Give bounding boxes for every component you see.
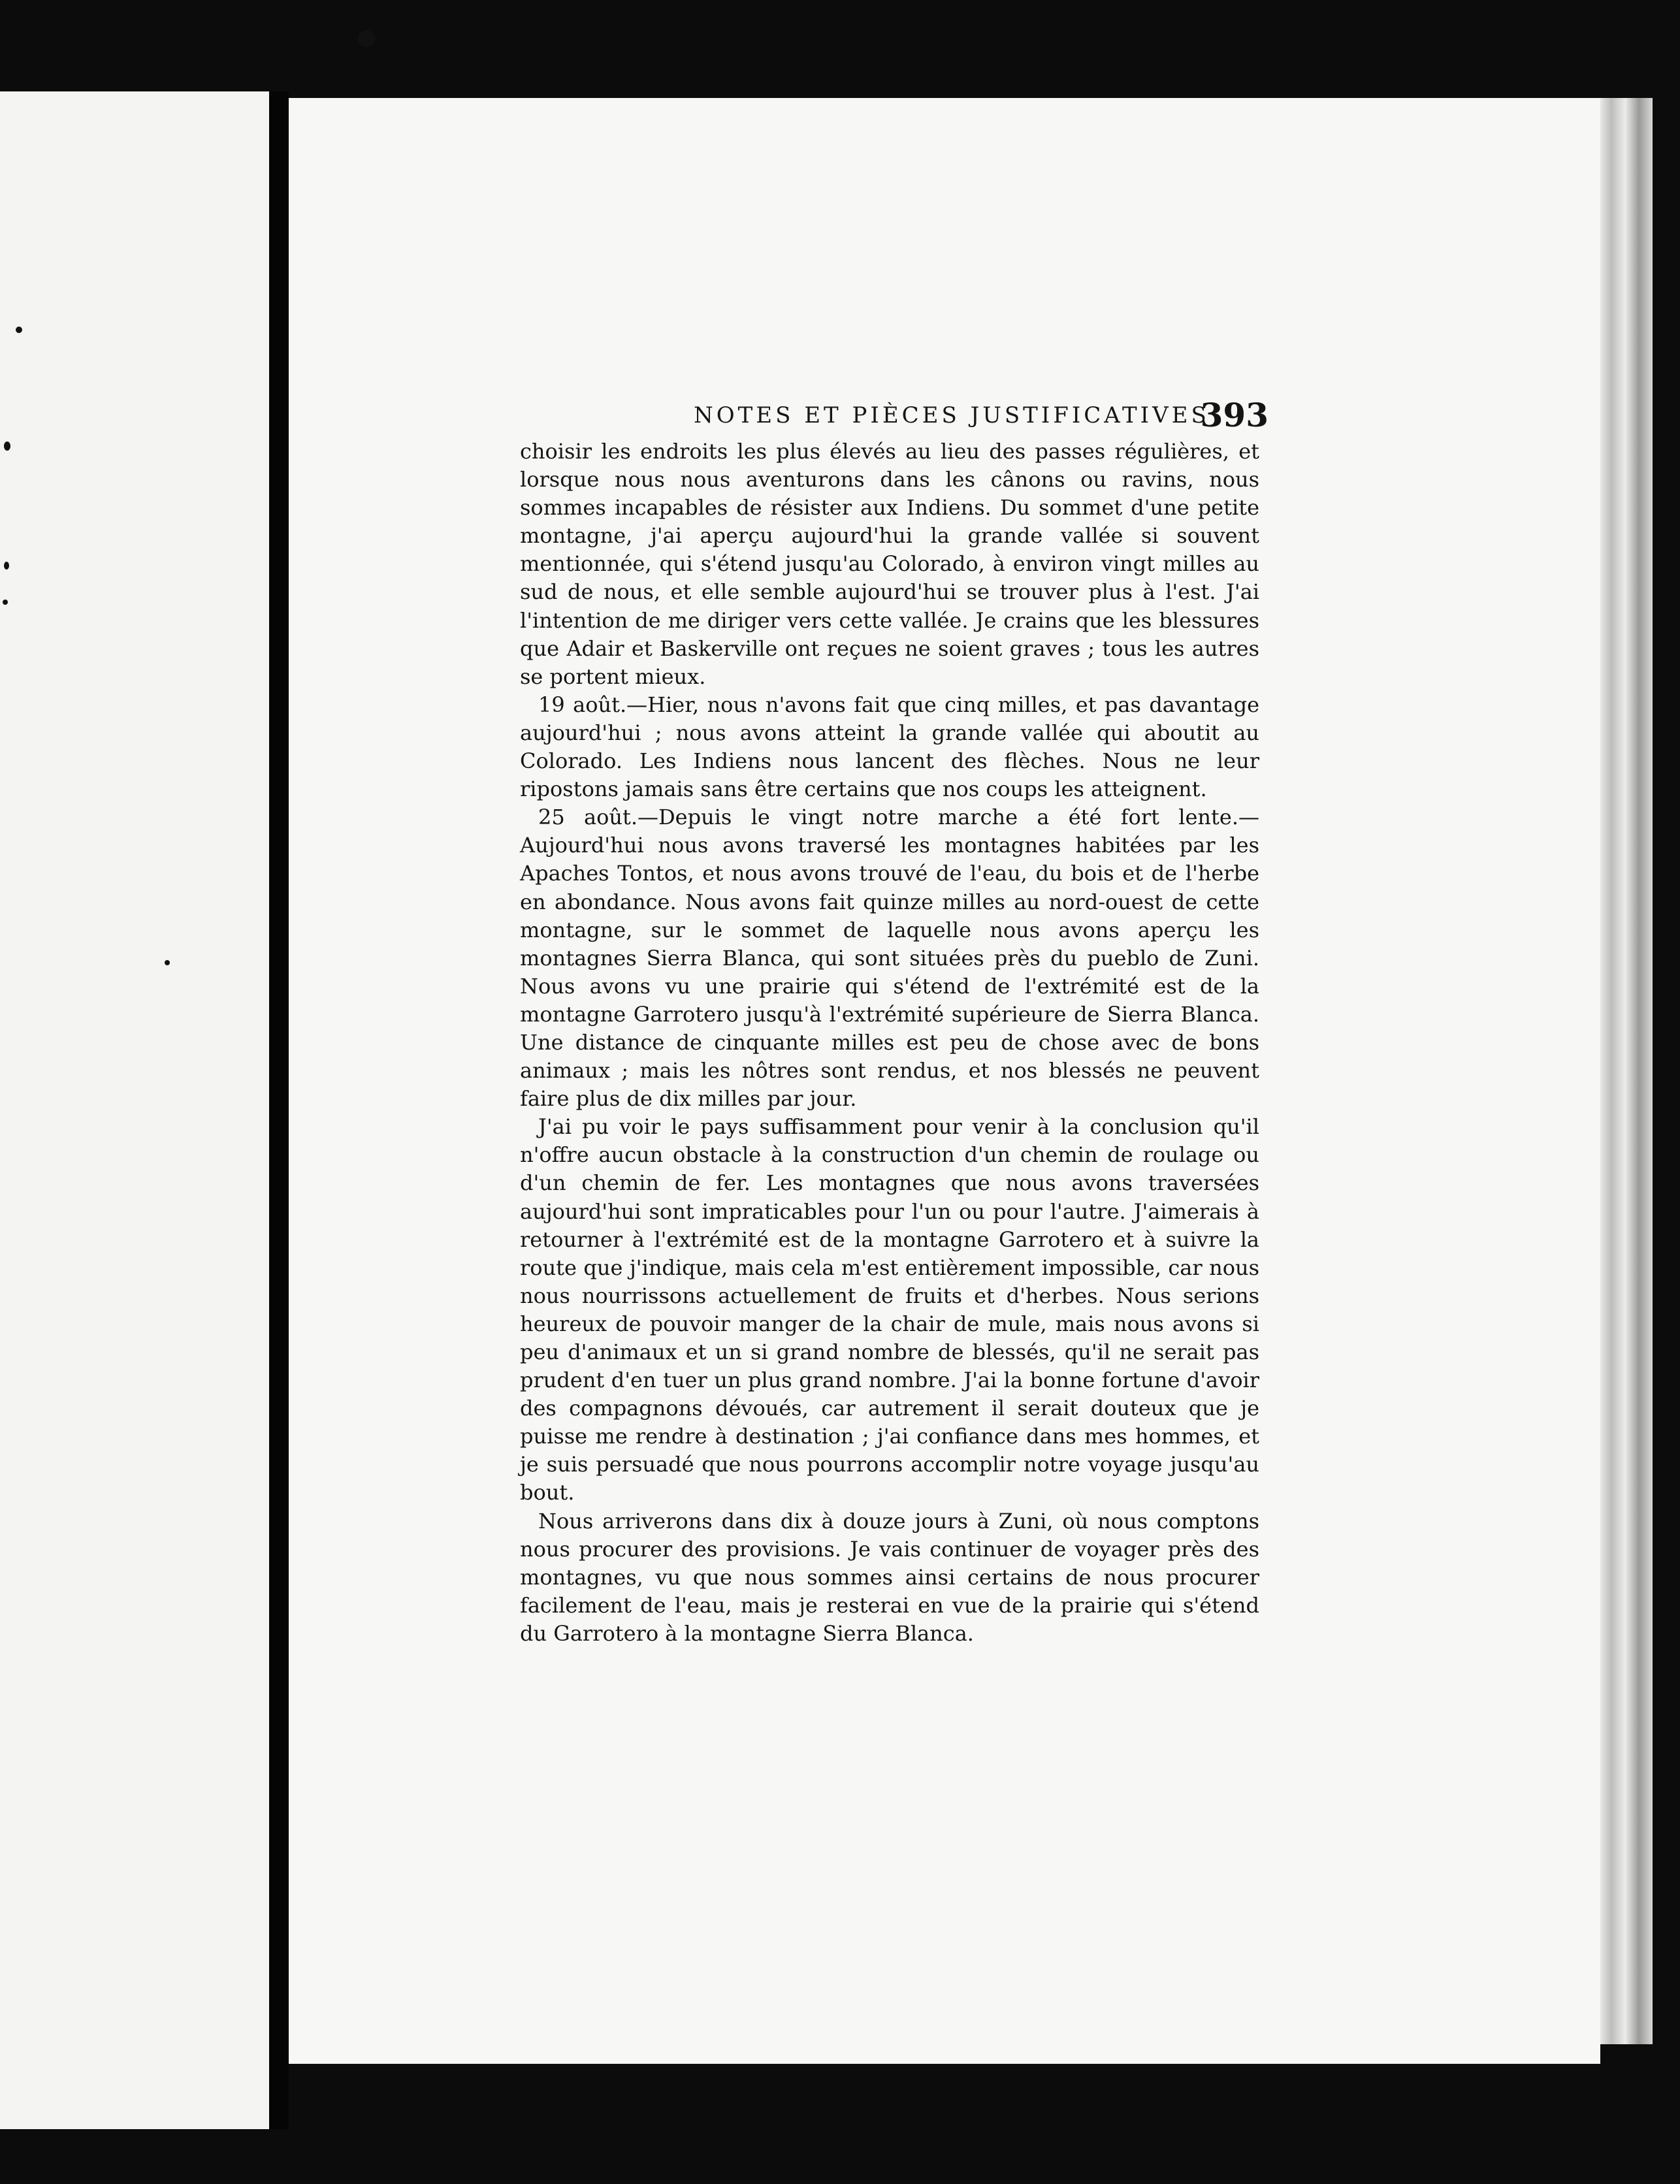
running-head xyxy=(694,396,1268,442)
paragraph-25-aout: 25 août.—Depuis le vingt notre marche a été fort lente.— Aujourd'hui nous avons traversé les montagnes habitées par les Apaches Tontos, et nous avons trouvé de l'eau, du bois et de l'herbe en abondance. Nous avons fait quinze milles au nord-ouest de cette montagne, sur le sommet de laquelle nous avons aperçu les montagnes Sierra Blanca, qui sont situées près du pueblo de Zuni. Nous avons vu une prairie qui s'étend de l'extrémité est de la montagne Garrotero jusqu'à l'extrémité supérieure de Sierra Blanca. Une distance de cinquante milles est peu de chose avec de bons animaux ; mais les nôtres sont rendus, et nos blessés ne peuvent faire plus de dix milles par jour. xyxy=(520,805,1259,1112)
paragraph-continuation: choisir les endroits les plus élevés au lieu des passes régulières, et lorsque nous nous aventurons dans les cânons ou ravins, nous sommes incapables de résister aux Indiens. Du sommet d'une petite montagne, j'ai aperçu aujourd'hui la grande vallée si souvent mentionnée, qui s'étend jusqu'au Colorado, à environ vingt milles au sud de nous, et elle semble aujourd'hui se trouver plus à l'est. J'ai l'intention de me diriger vers cette vallée. Je crains que les blessures que Adair et Baskerville ont reçues ne soient graves ; tous les autres se portent mieux. xyxy=(520,439,1259,689)
scan-speck xyxy=(358,30,375,47)
paragraph-19-aout: 19 août.—Hier, nous n'avons fait que cinq milles, et pas davantage aujourd'hui ; nous avons atteint la grande vallée qui aboutit au Colorado. Les Indiens nous lancent des flèches. Nous ne leur ripostons jamais sans être certains que nos coups les atteignent. xyxy=(520,692,1259,802)
running-head-title: NOTES ET PIÈCES JUSTIFICATIVES xyxy=(694,402,1210,428)
scan-speck xyxy=(16,327,22,333)
body-text xyxy=(520,438,1259,1648)
paragraph-zuni: Nous arriverons dans dix à douze jours à Zuni, où nous comptons nous procurer des provisions. Je vais continuer de voyager près des montagnes, vu que nous sommes ainsi certains de nous procurer facilement de l'eau, mais je resterai en vue de la prairie qui s'étend du Garrotero à la montagne Sierra Blanca. xyxy=(520,1508,1259,1646)
paragraph-conclusion: J'ai pu voir le pays suffisamment pour venir à la conclusion qu'il n'offre aucun obstacle à la construction d'un chemin de roulage ou d'un chemin de fer. Les montagnes que nous avons traversées aujourd'hui sont impraticables pour l'un ou pour l'autre. J'aimerais à retourner à l'extrémité est de la montagne Garrotero et à suivre la route que j'indique, mais cela m'est entièrement impossible, car nous nous nourrissons actuellement de fruits et d'herbes. Nous serions heureux de pouvoir manger de la chair de mule, mais nous avons si peu d'animaux et un si grand nombre de blessés, qu'il ne serait pas prudent d'en tuer un plus grand nombre. J'ai la bonne fortune d'avoir des compagnons dévoués, car autrement il serait douteux que je puisse me rendre à destination ; j'ai confiance dans mes hommes, et je suis persuadé que nous pourrons accomplir notre voyage jusqu'au bout. xyxy=(520,1114,1259,1505)
facing-page-left xyxy=(0,91,269,2129)
scan-speck xyxy=(4,562,9,570)
book-gutter xyxy=(269,91,289,2129)
page-number: 393 xyxy=(1200,396,1268,434)
scan-speck xyxy=(165,960,170,965)
scan-speck xyxy=(4,442,10,451)
scan-speck xyxy=(3,600,8,605)
